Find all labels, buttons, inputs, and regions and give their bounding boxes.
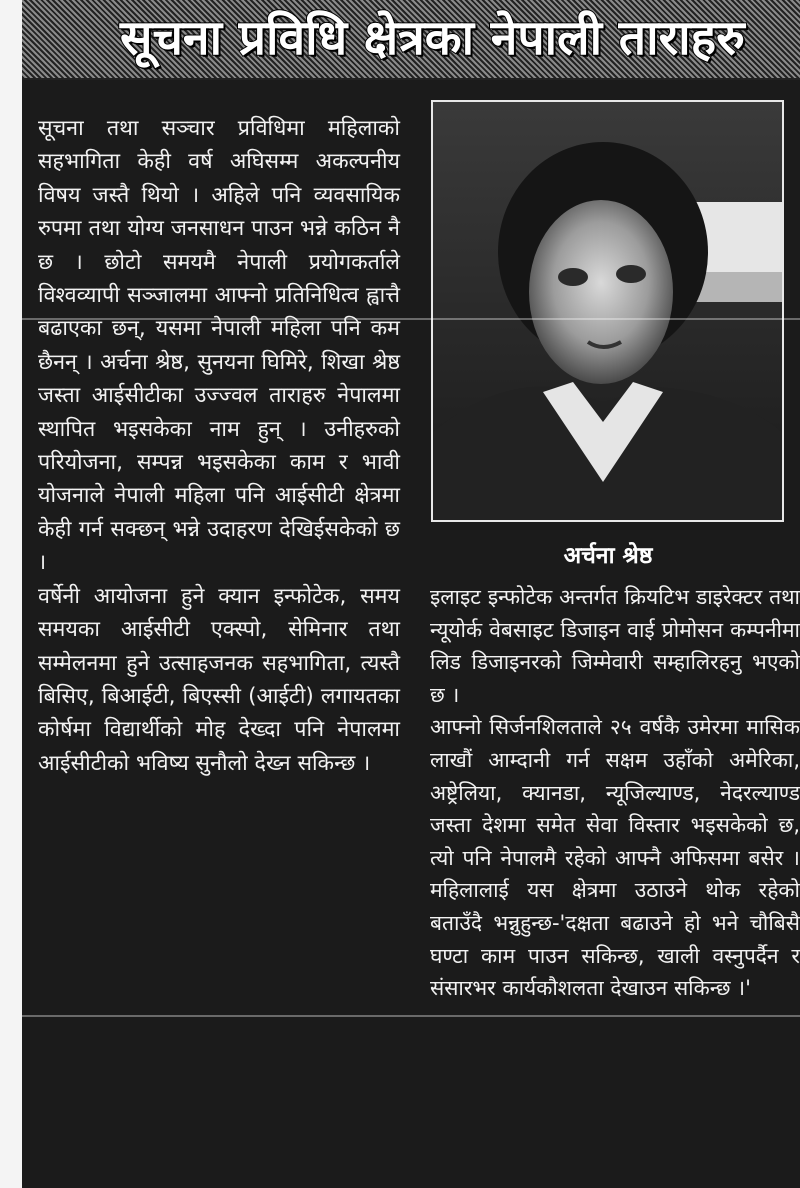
fold-crease [22, 318, 800, 320]
photo-caption: अर्चना श्रेष्ठ [563, 543, 653, 569]
left-eye [558, 268, 588, 286]
right-paragraph: इलाइट इन्फोटेक अन्तर्गत क्रियटिभ डाइरेक्टर तथा न्यूयोर्क वेबसाइट डिजाइन वाई प्रोमोसन कम्पनीमा लिड डिजाइनरको जिम्मेवारी सम्हालिरहनु भएको छ । [430, 585, 800, 707]
headline-banner [22, 0, 800, 80]
right-paragraph: आफ्नो सिर्जनशिलताले २५ वर्षकै उमेरमा मासिक लाखौं आम्दानी गर्न सक्षम उहाँको अमेरिका, अष्ट्रेलिया, क्यानडा, न्यूजिल्याण्ड, नेदरल्याण्ड जस्ता देशमा समेत सेवा विस्तार भइसकेको छ, त्यो पनि नेपालमै रहेको आफ्नै अफिसमा बसेर । महिलालाई यस क्षेत्रमा उठाउने थोक रहेको बताउँदै भन्नुहुन्छ-'दक्षता बढाउने हो भने चौबिसै घण्टा काम पाउन सकिन्छ, खाली वस्नुपर्दैन र संसारभर कार्यकौशलता देखाउन सकिन्छ ।' [430, 715, 800, 1001]
fold-crease [22, 1015, 800, 1017]
left-column [38, 112, 400, 780]
portrait-image [433, 102, 782, 520]
left-paragraph: वर्षेनी आयोजना हुने क्यान इन्फोटेक, समय समयका आईसीटी एक्स्पो, सेमिनार तथा सम्मेलनमा हुने उत्साहजनक सहभागिता, त्यस्तै बिसिए, बिआईटी, बिएस्सी (आईटी) लगायतका कोर्षमा विद्यार्थीको मोह देख्दा पनि नेपालमा आईसीटीको भविष्य सुनौलो देख्न सकिन्छ । [38, 583, 400, 776]
portrait-photo [431, 100, 784, 522]
face [529, 200, 673, 384]
left-paragraph: सूचना तथा सञ्चार प्रविधिमा महिलाको सहभागिता केही वर्ष अघिसम्म अकल्पनीय विषय जस्तै थियो । अहिले पनि व्यवसायिक रुपमा तथा योग्य जनसाधन पाउन भन्ने कठिन नै छ । छोटो समयमै नेपाली प्रयोगकर्ताले विश्वव्यापी सञ्जालमा आफ्नो प्रतिनिधित्व ह्वात्तै बढाएका छन्, यसमा नेपाली महिला पनि कम छैनन् । अर्चना श्रेष्ठ, सुनयना घिमिरे, शिखा श्रेष्ठ जस्ता आईसीटीका उज्ज्वल ताराहरु नेपालमा स्थापित भइसकेका नाम हुन् । उनीहरुको परियोजना, सम्पन्न भइसकेका काम र भावी योजनाले नेपाली महिला पनि आईसीटी क्षेत्रमा केही गर्न सक्छन् भन्ने उदाहरण देखिईसकेको छ । [38, 116, 400, 576]
right-eye [616, 265, 646, 283]
right-column [430, 581, 800, 1005]
headline: सूचना प्रविधि क्षेत्रका नेपाली ताराहरु [120, 10, 745, 66]
